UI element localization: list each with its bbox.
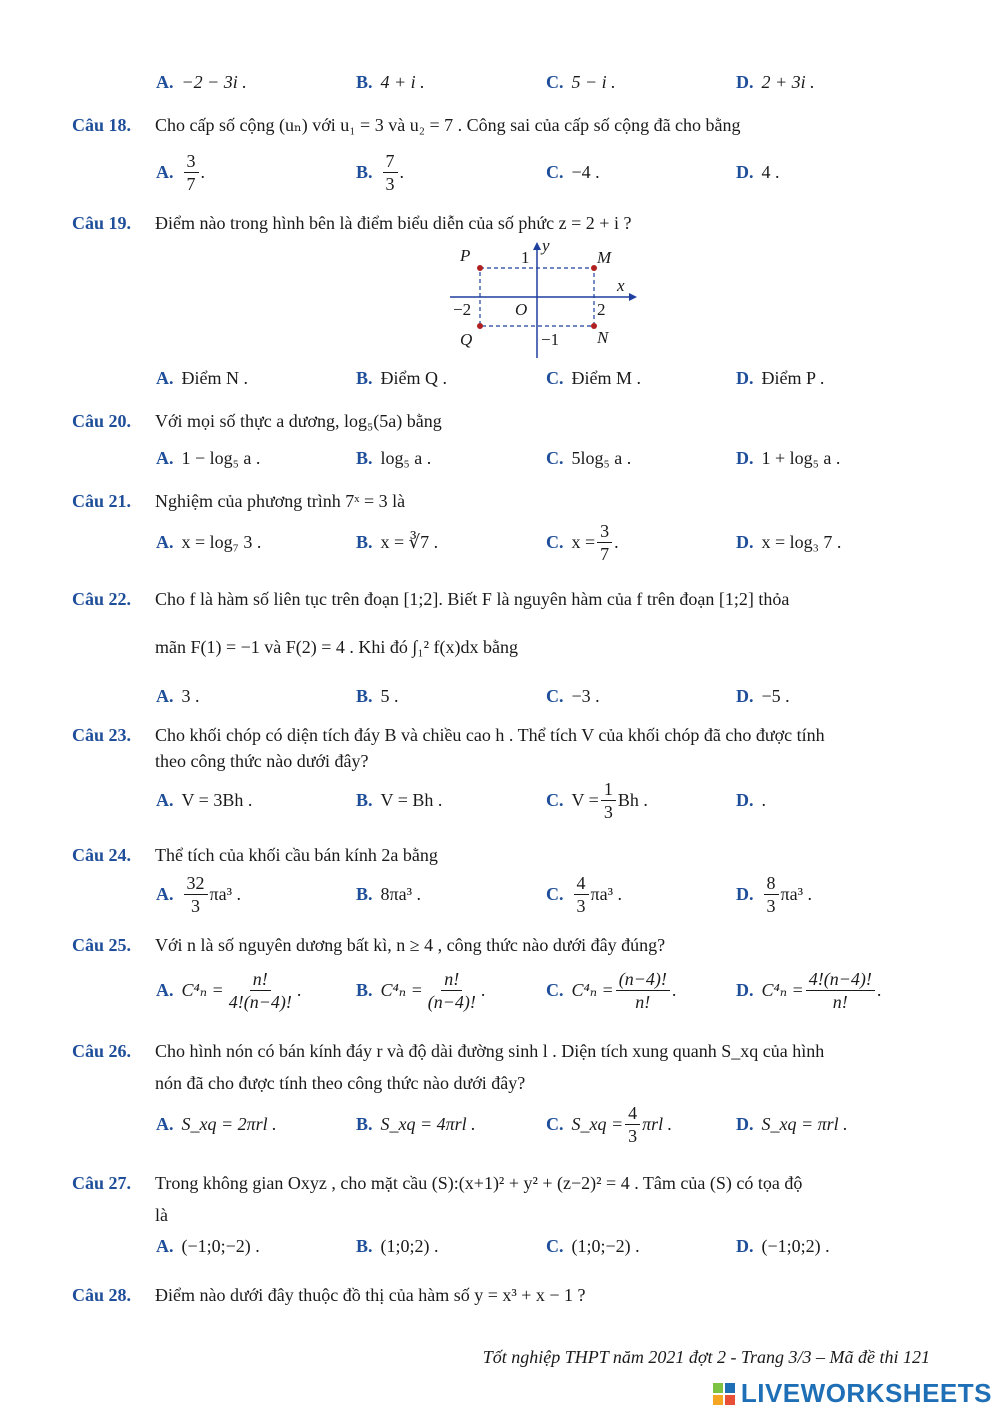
answer-row-q22 — [156, 676, 956, 716]
answer-b[interactable]: B. x = ∛7 . — [356, 531, 439, 552]
answer-c[interactable]: C. $\frac{4}{3}$ πa³ . — [546, 872, 622, 916]
answer-row-q25 — [156, 970, 956, 1010]
question-23: Câu 23. Cho khối chóp có diện tích đáy B và chiều cao h . Thể tích V của khối chóp đã cho được tính theo công thức nào dưới đây? — [72, 725, 825, 771]
answer-row-q18 — [156, 152, 956, 192]
answer-b[interactable]: B. 8πa³ . — [356, 883, 421, 904]
answer-b[interactable]: B. 5 . — [356, 685, 399, 706]
question-22: Câu 22. Cho f là hàm số liên tục trên đoạn [1;2]. Biết F là nguyên hàm của f trên đoạn [1;2] thỏa mãn F(1) = −1 và F(2) = 4 . Khi đó ∫₁² f(x)dx bằng — [72, 589, 790, 657]
answer-c[interactable]: C. −3 . — [546, 685, 600, 706]
page-footer: Tốt nghiệp THPT năm 2021 đợt 2 - Trang 3/3 – Mã đề thi 121 — [482, 1347, 930, 1367]
brand-logo[interactable] — [713, 1378, 992, 1409]
point-q — [477, 323, 483, 329]
label-one: 1 — [521, 248, 530, 267]
label-two: 2 — [597, 300, 606, 319]
question-21: Câu 21. Nghiệm của phương trình 7ˣ = 3 là — [72, 491, 406, 511]
answer-d[interactable]: D. 2 + 3i . — [736, 71, 815, 92]
answer-d[interactable]: D. $\frac{8}{3}$ πa³ . — [736, 872, 812, 916]
brand-text: LIVEWORKSHEETS — [740, 1378, 992, 1408]
answer-row-q24 — [156, 874, 956, 914]
answer-d[interactable]: D. C⁴ₙ = $\frac{4!(n-4)!}{n!}$ . — [736, 968, 882, 1012]
answer-a[interactable]: A. S_xq = 2πrl . — [156, 1113, 277, 1134]
answer-row-q26 — [156, 1104, 956, 1144]
answer-d[interactable]: D. S_xq = πrl . — [736, 1113, 848, 1134]
answer-b[interactable]: B. V = Bh . — [356, 789, 443, 810]
question-18: Câu 18. Cho cấp số cộng (uₙ) với u₁ = 3 và u₂ = 7 . Công sai của cấp số cộng đã cho bằng — [72, 115, 741, 135]
label-m: M — [597, 248, 612, 267]
brand-mark-icon — [713, 1383, 735, 1405]
answer-a[interactable]: A. $\frac{3}{7}$ . — [156, 150, 205, 194]
question-27: Câu 27. Trong không gian Oxyz , cho mặt cầu (S):(x+1)² + y² + (z−2)² = 4 . Tâm của (S) có tọa độ là — [72, 1173, 803, 1225]
answer-c[interactable]: C. 5 − i . — [546, 71, 616, 92]
answer-d[interactable]: D. x = log₃ 7 . — [736, 531, 842, 552]
answer-b[interactable]: B. S_xq = 4πrl . — [356, 1113, 476, 1134]
answer-d[interactable]: D. −5 . — [736, 685, 790, 706]
answer-row-q17 — [156, 62, 956, 102]
answer-row-q23 — [156, 780, 956, 820]
answer-d[interactable]: D. 4 . — [736, 161, 780, 182]
question-19: Câu 19. Điểm nào trong hình bên là điểm biểu diễn của số phức z = 2 + i ? — [72, 213, 632, 233]
label-q: Q — [460, 330, 473, 349]
answer-row-q27 — [156, 1226, 956, 1266]
answer-b[interactable]: B. $\frac{7}{3}$ . — [356, 150, 405, 194]
answer-c[interactable]: C. S_xq = $\frac{4}{3}$ πrl . — [546, 1102, 673, 1146]
label-n: N — [597, 328, 609, 347]
answer-b[interactable]: B. Điểm Q . — [356, 367, 448, 388]
label-neg-one: −1 — [541, 330, 560, 349]
answer-b[interactable]: B. (1;0;2) . — [356, 1235, 439, 1256]
label-y: y — [542, 236, 550, 255]
answer-row-q21 — [156, 522, 956, 562]
answer-b[interactable]: B. 4 + i . — [356, 71, 425, 92]
question-24: Câu 24. Thể tích của khối cầu bán kính 2a bằng — [72, 845, 438, 865]
answer-c[interactable]: C. (1;0;−2) . — [546, 1235, 640, 1256]
answer-a[interactable]: A. 3 . — [156, 685, 200, 706]
answer-a[interactable]: A. Điểm N . — [156, 367, 248, 388]
x-axis-arrow-icon — [629, 293, 637, 301]
answer-a[interactable]: A. V = 3Bh . — [156, 789, 253, 810]
answer-c[interactable]: C. Điểm M . — [546, 367, 641, 388]
answer-a[interactable]: A. $\frac{32}{3}$ πa³ . — [156, 872, 241, 916]
answer-b[interactable]: B. log₅ a . — [356, 447, 432, 468]
answer-a[interactable]: A. −2 − 3i . — [156, 71, 247, 92]
answer-b[interactable]: B. C⁴ₙ = $\frac{n!}{(n-4)!}$ . — [356, 968, 486, 1012]
answer-d[interactable]: D. (−1;0;2) . — [736, 1235, 830, 1256]
label-p: P — [460, 246, 471, 265]
label-neg-two: −2 — [453, 300, 472, 319]
question-20: Câu 20. Với mọi số thực a dương, log₅(5a) bằng — [72, 411, 442, 431]
question-26: Câu 26. Cho hình nón có bán kính đáy r và độ dài đường sinh l . Diện tích xung quanh S_xq của hình nón đã cho được tính theo công thức nào dưới đây? — [72, 1041, 825, 1093]
point-p — [477, 265, 483, 271]
question-28: Câu 28. Điểm nào dưới đây thuộc đồ thị của hàm số y = x³ + x − 1 ? — [72, 1285, 586, 1305]
answer-row-q20 — [156, 438, 956, 478]
answer-c[interactable]: C. C⁴ₙ = $\frac{(n-4)!}{n!}$ . — [546, 968, 677, 1012]
answer-c[interactable]: C. V = $\frac{1}{3}$ Bh . — [546, 778, 648, 822]
answer-c[interactable]: C. 5log₅ a . — [546, 447, 632, 468]
answer-a[interactable]: A. 1 − log₅ a . — [156, 447, 261, 468]
question-25: Câu 25. Với n là số nguyên dương bất kì, n ≥ 4 , công thức nào dưới đây đúng? — [72, 935, 666, 955]
answer-d[interactable]: D. . — [736, 789, 766, 810]
y-axis-arrow-icon — [533, 242, 541, 250]
label-o: O — [515, 300, 528, 319]
answer-a[interactable]: A. (−1;0;−2) . — [156, 1235, 260, 1256]
answer-c[interactable]: C. x = $\frac{3}{7}$ . — [546, 520, 619, 564]
answer-d[interactable]: D. 1 + log₅ a . — [736, 447, 841, 468]
answer-a[interactable]: A. C⁴ₙ = $\frac{n!}{4!(n-4)!}$ . — [156, 968, 302, 1012]
answer-a[interactable]: A. x = log₇ 3 . — [156, 531, 262, 552]
answer-c[interactable]: C. −4 . — [546, 161, 600, 182]
label-x: x — [617, 276, 625, 295]
complex-plane-figure — [445, 236, 645, 360]
answer-row-q19 — [156, 358, 956, 398]
answer-d[interactable]: D. Điểm P . — [736, 367, 825, 388]
